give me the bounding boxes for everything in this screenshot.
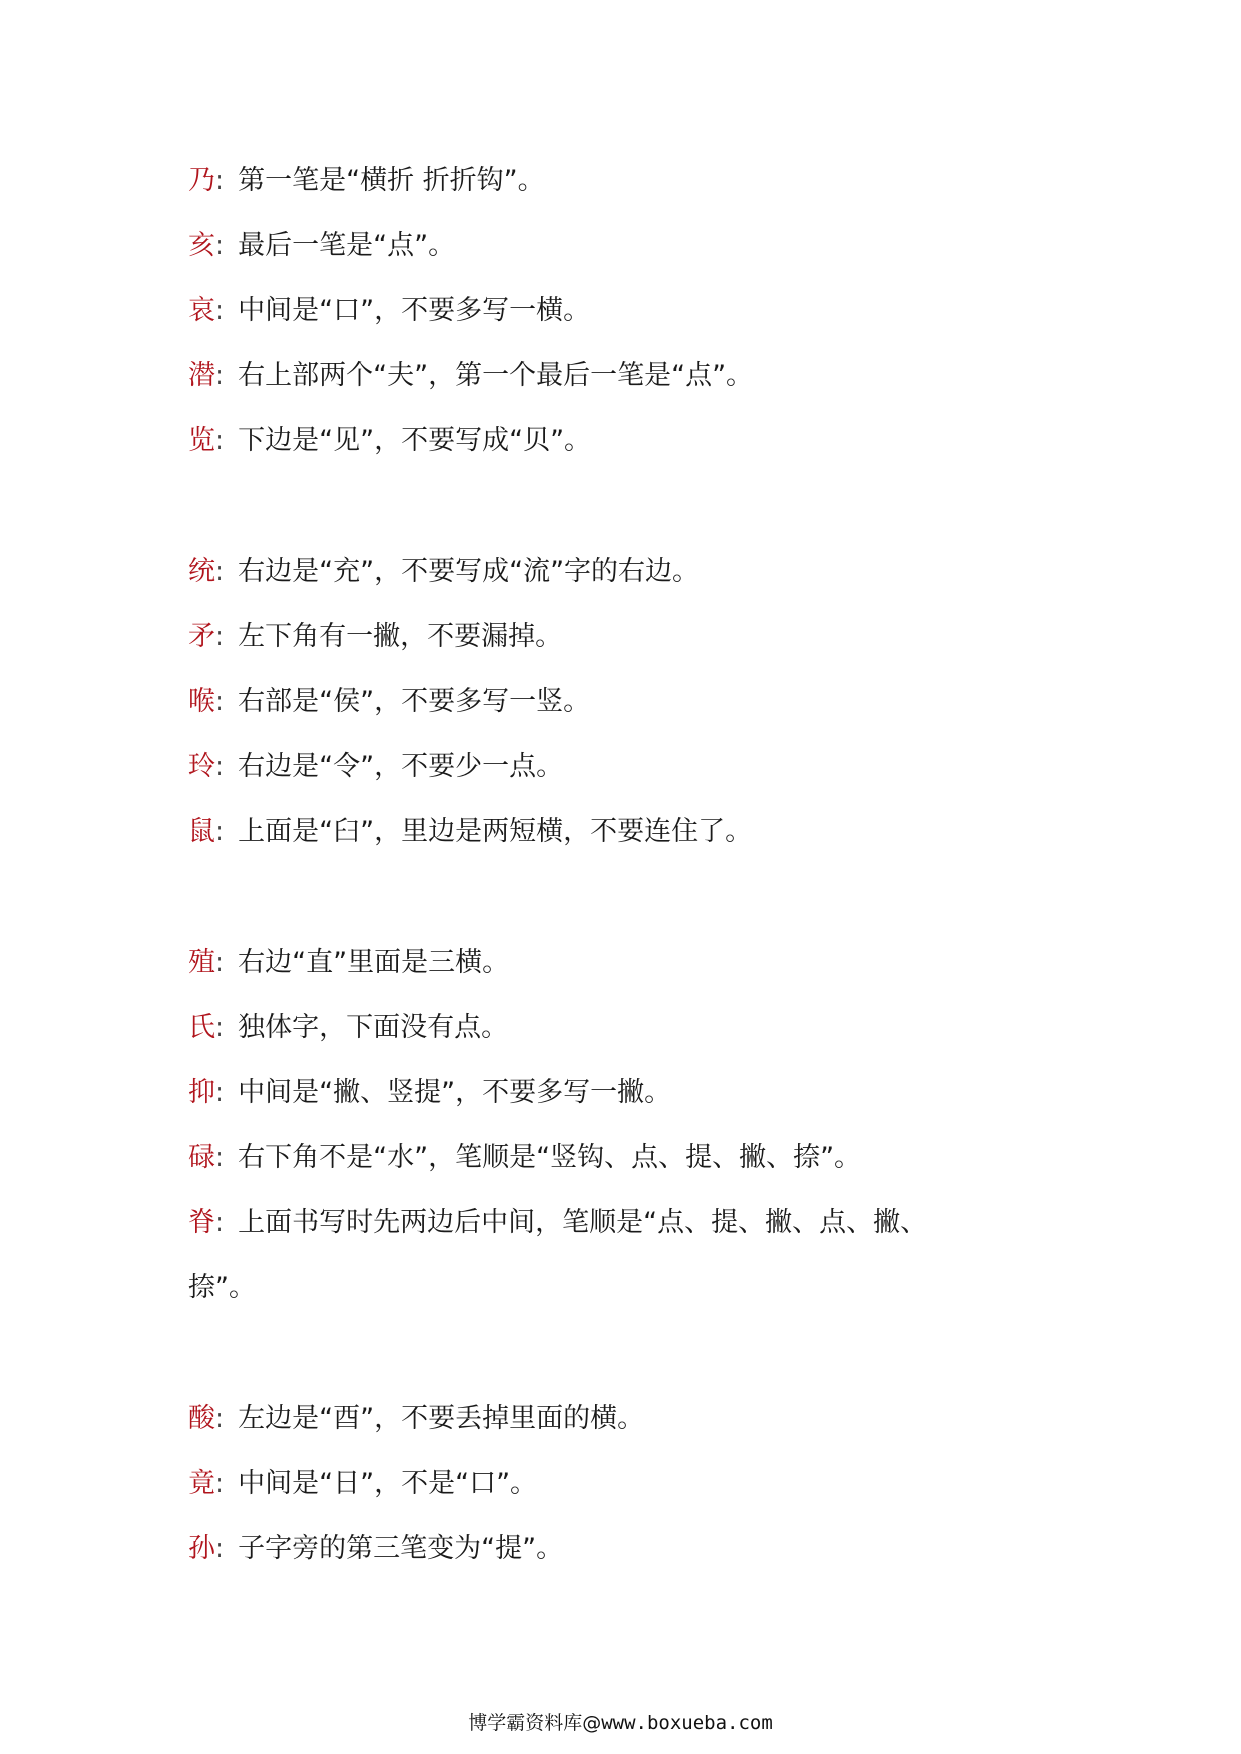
entry-description: 中间是“撇、竖提”，不要多写一撇。 [238, 1077, 672, 1108]
entry-list [188, 148, 1088, 1647]
entry-separator: : [215, 1207, 225, 1238]
entry [188, 213, 1088, 278]
entry-group-3 [188, 930, 1088, 1320]
entry-character: 览 [188, 425, 215, 456]
entry-character: 潜 [188, 360, 215, 391]
entry-description: 左下角有一撇，不要漏掉。 [238, 621, 563, 652]
entry-description: 左边是“酉”，不要丢掉里面的横。 [238, 1403, 645, 1434]
entry-separator: : [215, 1142, 225, 1173]
entry-separator: : [215, 425, 225, 456]
entry-description: 中间是“口”，不要多写一横。 [238, 295, 591, 326]
entry-group-2 [188, 539, 1088, 864]
entry-description: 右边是“令”，不要少一点。 [238, 751, 564, 782]
entry-character: 矛 [188, 621, 215, 652]
entry [188, 930, 1088, 995]
entry-description: 下边是“见”，不要写成“贝”。 [238, 425, 592, 456]
entry [188, 539, 1088, 604]
entry-description: 上面书写时先两边后中间，笔顺是“点、提、撇、点、撇、捺”。 [188, 1207, 928, 1303]
entry-description: 右边“直”里面是三横。 [238, 947, 510, 978]
entry-character: 孙 [188, 1533, 215, 1564]
entry [188, 1125, 1088, 1190]
entry-character: 鼠 [188, 816, 215, 847]
entry [188, 604, 1088, 669]
entry-group-4 [188, 1386, 1088, 1581]
entry-group-1 [188, 148, 1088, 473]
footer-label: 博学霸资料库@ [468, 1712, 602, 1734]
entry [188, 799, 1088, 864]
entry-character: 殖 [188, 947, 215, 978]
entry-description: 中间是“日”，不是“口”。 [238, 1468, 538, 1499]
entry-separator: : [215, 816, 225, 847]
entry-separator: : [215, 621, 225, 652]
entry-separator: : [215, 360, 225, 391]
entry-character: 哀 [188, 295, 215, 326]
entry-character: 碌 [188, 1142, 215, 1173]
entry-separator: : [215, 751, 225, 782]
entry-character: 玲 [188, 751, 215, 782]
entry [188, 1190, 988, 1320]
entry-description: 右上部两个“夫”，第一个最后一笔是“点”。 [238, 360, 754, 391]
entry-description: 上面是“臼”，里边是两短横，不要连住了。 [238, 816, 753, 847]
entry-separator: : [215, 1403, 225, 1434]
entry-character: 乃 [188, 165, 215, 196]
entry-description: 第一笔是“横折 折折钩”。 [238, 165, 545, 196]
entry [188, 343, 1088, 408]
entry-description: 右下角不是“水”，笔顺是“竖钩、点、提、撇、捺”。 [238, 1142, 862, 1173]
entry-separator: : [215, 230, 225, 261]
entry [188, 734, 1088, 799]
entry [188, 1060, 1088, 1125]
entry-separator: : [215, 947, 225, 978]
entry-description: 子字旁的第三笔变为“提”。 [238, 1533, 564, 1564]
entry-separator: : [215, 165, 225, 196]
entry-separator: : [215, 1077, 225, 1108]
entry [188, 148, 1088, 213]
footer-site-link: www.boxueba.com [601, 1712, 773, 1734]
entry [188, 408, 1088, 473]
entry-character: 脊 [188, 1207, 215, 1238]
entry [188, 1516, 1088, 1581]
entry-separator: : [215, 1533, 225, 1564]
entry-character: 氏 [188, 1012, 215, 1043]
entry-character: 亥 [188, 230, 215, 261]
entry [188, 995, 1088, 1060]
entry-character: 喉 [188, 686, 215, 717]
entry-separator: : [215, 1012, 225, 1043]
entry [188, 1451, 1088, 1516]
entry-separator: : [215, 686, 225, 717]
entry-character: 酸 [188, 1403, 215, 1434]
entry-separator: : [215, 295, 225, 326]
entry [188, 278, 1088, 343]
entry-separator: : [215, 556, 225, 587]
entry-description: 独体字，下面没有点。 [238, 1012, 509, 1043]
entry [188, 1386, 1088, 1451]
entry-description: 右边是“充”，不要写成“流”字的右边。 [238, 556, 700, 587]
entry-character: 统 [188, 556, 215, 587]
page-footer [0, 1708, 1241, 1735]
entry-description: 最后一笔是“点”。 [238, 230, 456, 261]
entry-description: 右部是“侯”，不要多写一竖。 [238, 686, 591, 717]
entry-separator: : [215, 1468, 225, 1499]
entry [188, 669, 1088, 734]
entry-character: 抑 [188, 1077, 215, 1108]
entry-character: 竟 [188, 1468, 215, 1499]
